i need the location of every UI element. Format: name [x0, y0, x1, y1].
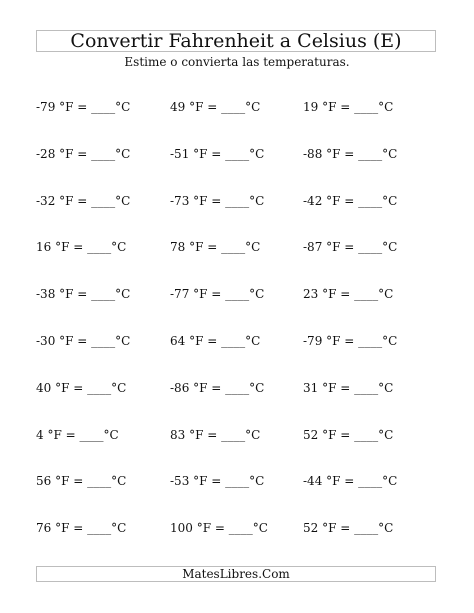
conversion-problem: -53 °F = ____°C	[170, 474, 265, 488]
conversion-problem: 52 °F = ____°C	[303, 428, 394, 442]
conversion-problem: -86 °F = ____°C	[170, 381, 265, 395]
conversion-problem: -30 °F = ____°C	[36, 334, 131, 348]
conversion-problem: -32 °F = ____°C	[36, 194, 131, 208]
conversion-problem: 19 °F = ____°C	[303, 100, 394, 114]
conversion-problem: 100 °F = ____°C	[170, 521, 268, 535]
conversion-problem: 76 °F = ____°C	[36, 521, 127, 535]
conversion-problem: -38 °F = ____°C	[36, 287, 131, 301]
conversion-problem: 52 °F = ____°C	[303, 521, 394, 535]
conversion-problem: -44 °F = ____°C	[303, 474, 398, 488]
conversion-problem: 23 °F = ____°C	[303, 287, 394, 301]
conversion-problem: 49 °F = ____°C	[170, 100, 261, 114]
conversion-problem: 83 °F = ____°C	[170, 428, 261, 442]
page-title: Convertir Fahrenheit a Celsius (E)	[70, 30, 402, 52]
conversion-problem: 31 °F = ____°C	[303, 381, 394, 395]
conversion-problem: 78 °F = ____°C	[170, 240, 261, 254]
conversion-problem: -79 °F = ____°C	[303, 334, 398, 348]
conversion-problem: -79 °F = ____°C	[36, 100, 131, 114]
instructions: Estime o convierta las temperaturas.	[124, 55, 350, 69]
conversion-problem: -88 °F = ____°C	[303, 147, 398, 161]
conversion-problem: 4 °F = ____°C	[36, 428, 119, 442]
conversion-problem: -28 °F = ____°C	[36, 147, 131, 161]
conversion-problem: 40 °F = ____°C	[36, 381, 127, 395]
conversion-problem: 16 °F = ____°C	[36, 240, 127, 254]
conversion-problem: 64 °F = ____°C	[170, 334, 261, 348]
conversion-problem: -51 °F = ____°C	[170, 147, 265, 161]
conversion-problem: -77 °F = ____°C	[170, 287, 265, 301]
conversion-problem: 56 °F = ____°C	[36, 474, 127, 488]
site-name: MatesLibres.Com	[182, 567, 290, 581]
footer-box	[36, 566, 436, 582]
conversion-problem: -73 °F = ____°C	[170, 194, 265, 208]
conversion-problem: -42 °F = ____°C	[303, 194, 398, 208]
conversion-problem: -87 °F = ____°C	[303, 240, 398, 254]
